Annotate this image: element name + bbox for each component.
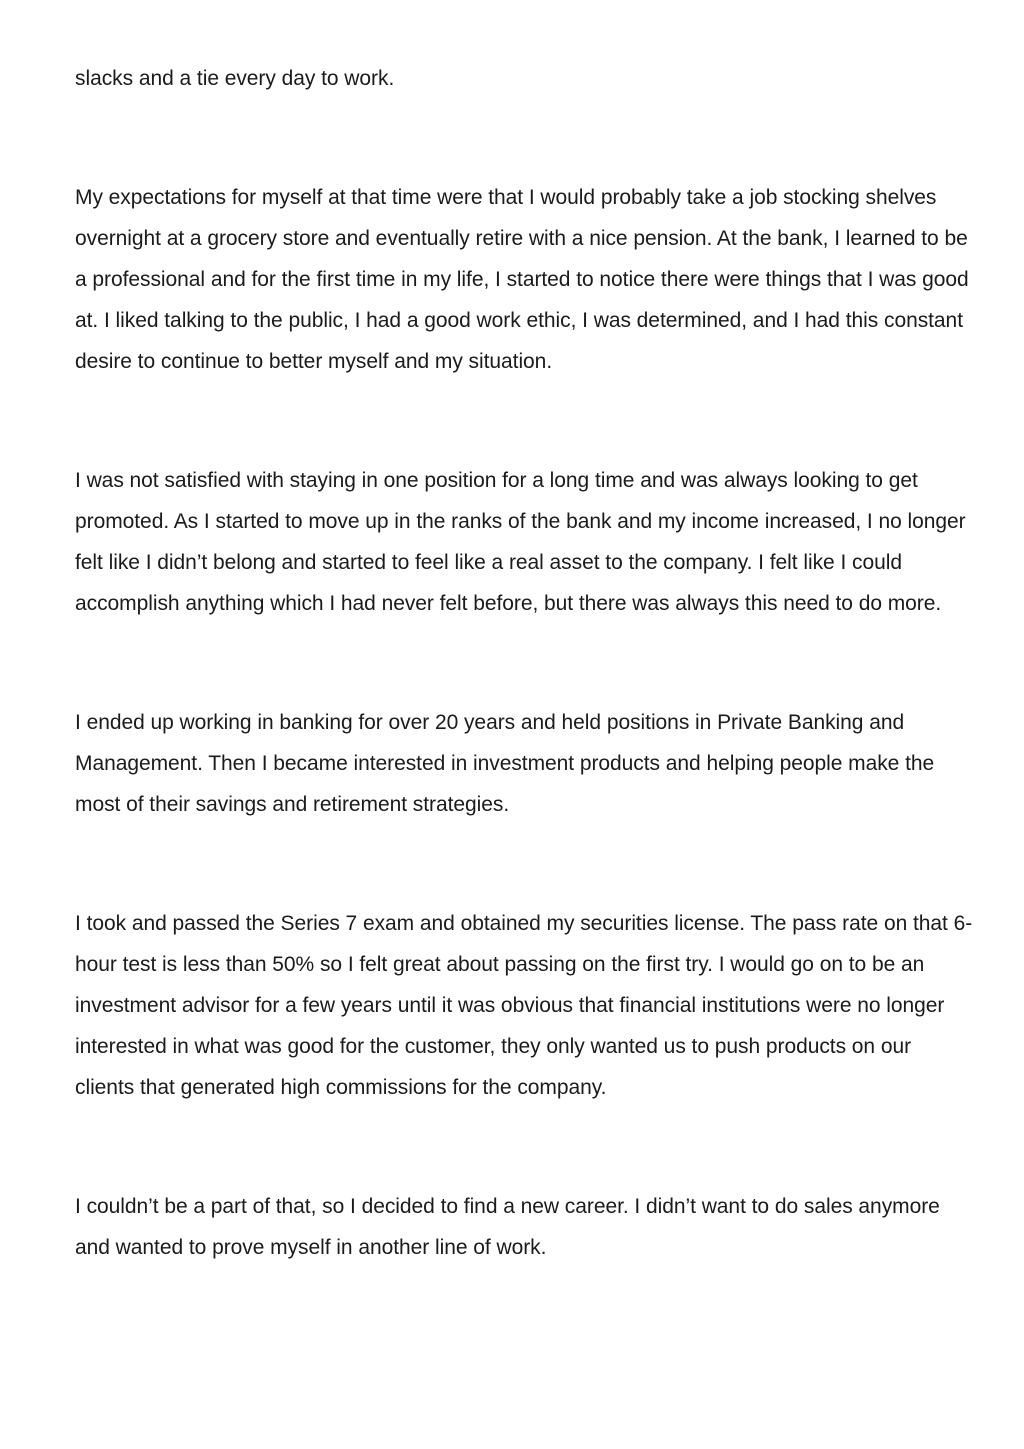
document-body (75, 58, 975, 1268)
paragraph: I was not satisfied with staying in one position for a long time and was always looking to get promoted. As I started to move up in the ranks of the bank and my income increased, I no longer felt like I didn’t belong and started to feel like a real asset to the company. I felt like I could accomplish anything which I had never felt before, but there was always this need to do more. (75, 469, 966, 615)
paragraph: slacks and a tie every day to work. (75, 67, 395, 90)
paragraph: I ended up working in banking for over 20 years and held positions in Private Banking and Management. Then I became interested in investment products and helping people make the most of their savings and retirement strategies. (75, 711, 935, 816)
paragraph: I couldn’t be a part of that, so I decided to find a new career. I didn’t want to do sales anymore and wanted to prove myself in another line of work. (75, 1195, 940, 1259)
paragraph: I took and passed the Series 7 exam and obtained my securities license. The pass rate on that 6-hour test is less than 50% so I felt great about passing on the first try. I would go on to be an investment advisor for a few years until it was obvious that financial institutions were no longer interested in what was good for the customer, they only wanted us to push products on our clients that generated high commissions for the company. (75, 912, 973, 1099)
paragraph: My expectations for myself at that time were that I would probably take a job stocking shelves overnight at a grocery store and eventually retire with a nice pension. At the bank, I learned to be a professional and for the first time in my life, I started to notice there were things that I was good at. I liked talking to the public, I had a good work ethic, I was determined, and I had this constant desire to continue to better myself and my situation. (75, 186, 969, 373)
